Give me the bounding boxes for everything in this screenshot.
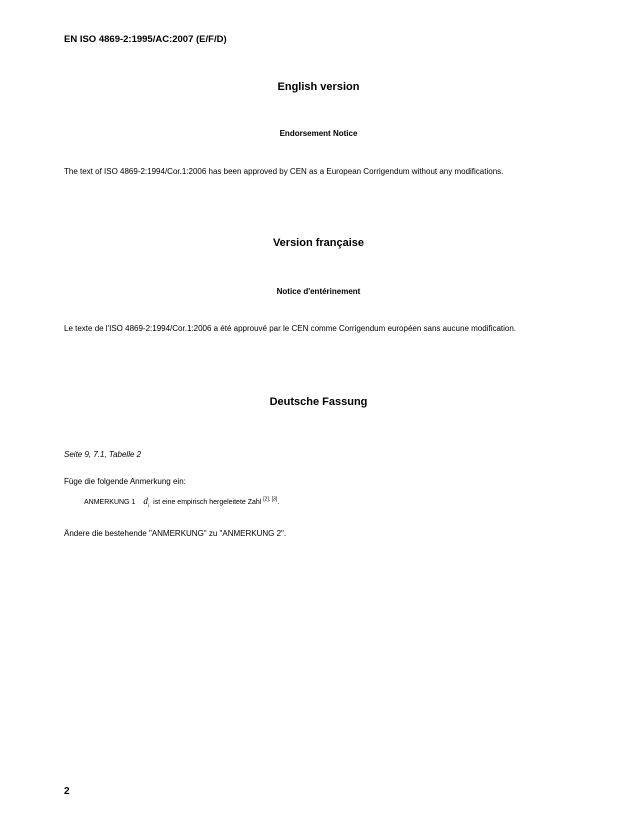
english-notice-text: The text of ISO 4869-2:1994/Cor.1:2006 has been approved by CEN as a European Corrigendum without any modifications. xyxy=(64,167,504,176)
english-version-heading: English version xyxy=(277,81,360,93)
page-number: 2 xyxy=(64,786,70,797)
french-version-heading: Version française xyxy=(272,237,365,249)
note-variable-subscript: i xyxy=(147,503,150,509)
german-version-heading: Deutsche Fassung xyxy=(269,396,368,408)
endorsement-notice-title: Endorsement Notice xyxy=(279,129,358,138)
note-text: ist eine empirisch hergeleitete Zahl xyxy=(151,499,264,506)
german-instruction: Füge die folgende Anmerkung ein: xyxy=(64,477,186,486)
note-label: ANMERKUNG 1 xyxy=(84,499,136,506)
note-variable-symbol: d xyxy=(143,496,148,506)
german-note xyxy=(84,496,279,509)
french-notice-title: Notice d'entérinement xyxy=(276,287,361,296)
note-variable xyxy=(143,496,150,509)
french-notice-text: Le texte de l'ISO 4869-2:1994/Cor.1:2006 a été approuvé par le CEN comme Corrigendum européen sans aucune modification. xyxy=(64,324,517,333)
german-location-reference: Seite 9, 7.1, Tabelle 2 xyxy=(64,450,142,459)
document-id: EN ISO 4869-2:1995/AC:2007 (E/F/D) xyxy=(64,34,227,45)
note-references: [2], [3] xyxy=(263,496,278,503)
german-change-instruction: Ändere die bestehende "ANMERKUNG" zu "ANMERKUNG 2". xyxy=(64,529,287,538)
note-end: . xyxy=(277,499,280,506)
